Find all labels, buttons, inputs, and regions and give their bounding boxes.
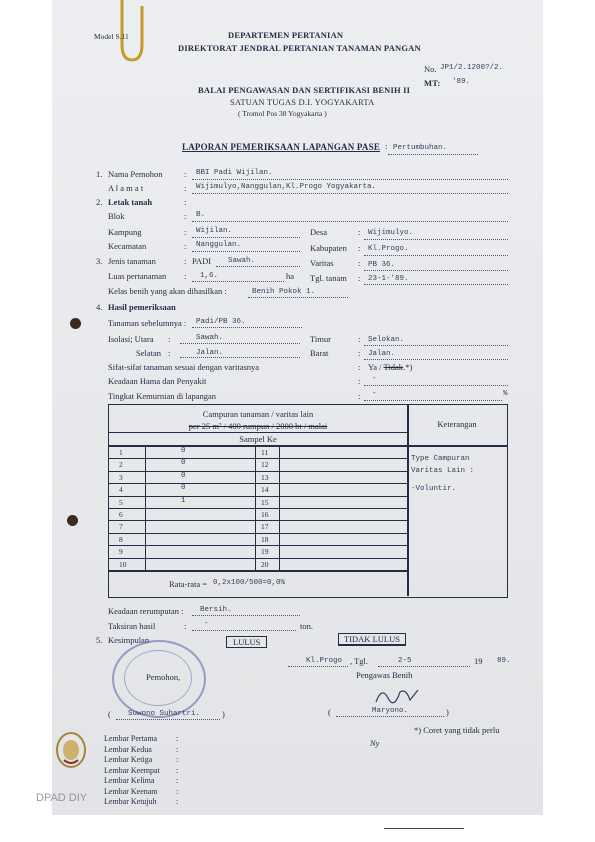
colon: :	[358, 334, 361, 344]
colon: :	[176, 744, 179, 754]
selatan-label: Selatan	[136, 348, 162, 358]
kampung-value: Wijilan.	[196, 227, 233, 235]
signature-icon	[372, 684, 422, 708]
lulus-box: LULUS	[226, 636, 267, 648]
pemohon-label: Pemohon,	[146, 672, 181, 682]
item-number: 1.	[96, 169, 103, 179]
item-number: 4.	[96, 302, 103, 312]
taksiran-label: Taksiran hasil	[108, 621, 156, 631]
dotted-line	[192, 281, 284, 282]
hasil-pemeriksaan-label: Hasil pemeriksaan	[108, 302, 176, 312]
sample-number: 8	[119, 534, 123, 544]
colon: :	[168, 334, 171, 344]
model-label: Model S.11	[94, 32, 129, 41]
dotted-line	[192, 179, 508, 180]
sample-number: 7	[119, 522, 123, 532]
lembar-item: Lembar Pertama	[104, 734, 158, 743]
keterangan-line: Varitas Lain :	[411, 467, 475, 475]
nama-pemohon-value: BBI Padi Wijilan.	[196, 169, 273, 177]
timur-label: Timur	[310, 334, 331, 344]
blok-value: B.	[196, 211, 206, 219]
alamat-value: Wijimulyo,Nanggulan,Kl.Progo Yogyakarta.	[196, 183, 377, 191]
tanaman-sebelumnya-value: Padi/PB 36.	[196, 318, 246, 326]
directorate-title: DIREKTORAT JENDRAL PERTANIAN TANAMAN PANGAN	[178, 43, 421, 53]
dotted-line	[180, 357, 300, 358]
rata-rata-label: Rata-rata =	[169, 579, 208, 589]
lembar-item: Lembar Keempat	[104, 765, 160, 775]
satuan-title: SATUAN TUGAS D.I. YOGYAKARTA	[230, 97, 375, 107]
luas-label: Luas pertanaman	[108, 271, 167, 281]
utara-value: Sawah.	[196, 334, 224, 342]
kemurnian-label: Tingkat Kemurnian di lapangan	[108, 391, 217, 401]
dotted-line	[192, 615, 300, 616]
colon: :	[184, 241, 187, 251]
tgl-value: 2-5	[398, 657, 412, 665]
pengawas-label: Pengawas Benih	[356, 670, 413, 680]
sample-number: 9	[119, 547, 123, 557]
tgl-tanam-label: Tgl. tanam	[310, 273, 347, 283]
colon: :	[176, 776, 179, 785]
timur-value: Selokan.	[368, 336, 405, 344]
dotted-line	[248, 297, 348, 298]
colon: :	[358, 391, 361, 401]
tanaman-sebelumnya-label: Tanaman sebelumnya :	[108, 318, 187, 328]
colon: :	[358, 273, 361, 283]
sample-value: 1	[181, 496, 186, 505]
kecamatan-value: Nanggulan.	[196, 241, 242, 249]
colon: :	[176, 786, 179, 796]
nama-pemohon-label: Nama Pemohon	[108, 169, 163, 179]
dotted-line	[192, 251, 300, 252]
sample-number: 16	[261, 510, 269, 519]
balai-title: BALAI PENGAWASAN DAN SERTIFIKASI BENIH II	[198, 85, 411, 95]
table-row-line	[109, 483, 407, 484]
table-subtitle	[109, 421, 407, 431]
sample-number: 17	[261, 522, 269, 532]
dotted-line	[116, 719, 220, 720]
dotted-line	[364, 385, 508, 386]
pengawas-paren: )	[446, 707, 449, 717]
sample-value: 0	[181, 459, 186, 468]
kesimpulan-label: Kesimpulan	[108, 635, 150, 645]
sample-number: 14	[261, 485, 269, 495]
dotted-line	[364, 255, 508, 256]
ref-no-label: No.	[424, 64, 437, 74]
table-title: Campuran tanaman / varitas lain	[202, 409, 314, 419]
dotted-line	[192, 630, 296, 631]
sample-value: 0	[181, 484, 186, 493]
jenis-tanaman-label: Jenis tanaman	[108, 256, 156, 266]
blok-label: Blok	[108, 211, 125, 221]
dotted-line	[364, 400, 502, 401]
footer-rule	[384, 828, 464, 829]
keterangan-line: -Voluntir.	[411, 485, 457, 493]
barat-label: Barat	[310, 348, 329, 358]
punch-hole-icon	[67, 515, 78, 526]
table-row-line	[109, 545, 407, 546]
sample-number: 3	[119, 472, 123, 482]
hama-value: -	[372, 375, 377, 383]
sample-number: 5	[119, 497, 123, 507]
mt-value: '89.	[452, 78, 471, 86]
item-number: 5.	[96, 635, 103, 645]
sample-table	[108, 404, 508, 598]
selatan-value: Jalan.	[196, 349, 224, 357]
colon: :	[176, 755, 179, 764]
sample-number: 19	[261, 547, 269, 557]
colon: :	[184, 183, 187, 193]
report-phase: : Pertumbuhan.	[384, 144, 448, 152]
colon: :	[168, 348, 171, 358]
hama-label: Keadaan Hama dan Penyakit	[108, 376, 207, 386]
sifat-value	[368, 362, 412, 372]
colon: :	[184, 211, 187, 221]
lembar-item: Lembar Ketiga	[104, 755, 153, 764]
sample-number: 11	[261, 448, 269, 457]
desa-value: Wijimulyo.	[368, 229, 414, 237]
sifat-ya: Ya /	[368, 362, 384, 372]
sampel-ke-label: Sampel Ke	[239, 434, 277, 444]
sample-number: 10	[119, 559, 127, 569]
colon: :	[176, 765, 179, 775]
lembar-item: Lembar Ketujuh	[104, 797, 157, 806]
dotted-line	[364, 284, 508, 285]
dotted-line	[388, 154, 478, 155]
taksiran-unit: ton.	[300, 621, 313, 631]
year-value: 89.	[497, 657, 511, 665]
sample-value: 0	[181, 447, 186, 455]
dotted-line	[364, 239, 508, 240]
jenis-tanaman-value: PADI	[192, 256, 212, 266]
sample-number: 20	[261, 559, 269, 569]
colon: :	[358, 258, 361, 268]
footnote: *) Coret yang tidak perlu	[414, 725, 500, 735]
place-value: Kl.Progo	[306, 657, 343, 665]
colon: :	[358, 362, 361, 372]
sifat-label: Sifat-sifat tanaman sesuai dengan varitasnya	[108, 362, 260, 372]
kabupaten-label: Kabupaten	[310, 243, 347, 253]
pengawas-name: Maryono.	[372, 707, 409, 715]
initials: Ny	[370, 738, 380, 748]
tgl-tanam-value: 23-1-'89.	[368, 275, 409, 283]
table-row-line	[109, 520, 407, 521]
table-row-line	[109, 558, 407, 559]
sample-number: 6	[119, 510, 123, 519]
alamat-label: A l a m a t	[108, 183, 144, 193]
table-subtitle-text: per 25 m² / 400 rumpun / 2000 bt / malai	[188, 421, 328, 431]
colon: :	[184, 169, 187, 179]
keterangan-header: Keterangan	[437, 419, 477, 429]
year-prefix: 19	[474, 656, 483, 666]
pemohon-paren: (	[108, 709, 111, 719]
lembar-item: Lembar Kelima	[104, 776, 155, 785]
rerumputan-value: Bersih.	[200, 606, 232, 614]
sample-number: 4	[119, 485, 123, 495]
pemohon-name: Suwono Suhartri.	[128, 710, 201, 718]
dotted-line	[336, 716, 444, 717]
colon: :	[176, 734, 179, 743]
colon: :	[176, 797, 179, 806]
barat-value: Jalan.	[368, 350, 396, 358]
dotted-line	[192, 221, 508, 222]
sample-number: 12	[261, 460, 269, 470]
dotted-line	[378, 666, 470, 667]
punch-hole-icon	[70, 318, 81, 329]
sifat-tidak-struck: Tidak	[383, 362, 404, 372]
letak-tanah-label: Letak tanah	[108, 197, 153, 207]
kelas-benih-label: Kelas benih yang akan dihasilkan :	[108, 286, 227, 296]
sample-value: 0	[181, 471, 186, 480]
watermark: DPAD DIY	[36, 792, 88, 804]
luas-unit: ha	[286, 271, 295, 281]
colon: :	[184, 621, 187, 631]
colon: :	[358, 227, 361, 237]
luas-value: 1,6.	[200, 272, 219, 280]
dotted-line	[180, 343, 300, 344]
lembar-item: Lembar Keenam	[104, 786, 158, 796]
jenis-tanaman-type: Sawah.	[228, 257, 256, 265]
sample-number: 15	[261, 497, 269, 507]
colon: :	[184, 197, 187, 207]
dotted-line	[192, 193, 508, 194]
tidak-lulus-box: TIDAK LULUS	[338, 633, 406, 646]
sample-number: 13	[261, 472, 269, 482]
table-row-line	[109, 508, 407, 509]
table-row-line	[109, 496, 407, 497]
report-title: LAPORAN PEMERIKSAAN LAPANGAN PASE	[182, 142, 381, 152]
kampung-label: Kampung	[108, 227, 142, 237]
isolasi-utara-label: Isolasi; Utara	[108, 334, 154, 344]
dotted-line	[192, 327, 302, 328]
kemurnian-pct: %	[503, 390, 508, 398]
sifat-suffix: .*)	[403, 362, 413, 372]
sample-number: 2	[119, 460, 123, 470]
dept-title: DEPARTEMEN PERTANIAN	[228, 30, 344, 40]
rata-rata-value: 0,2x100/500=0,0%	[213, 579, 286, 587]
dotted-line	[192, 237, 300, 238]
mt-label: MT:	[424, 78, 441, 88]
keterangan-line: Type Campuran	[411, 455, 470, 463]
colon: :	[358, 348, 361, 358]
dotted-line	[216, 266, 300, 267]
kabupaten-value: Kl.Progo.	[368, 245, 409, 253]
sample-number: 18	[261, 534, 269, 544]
dotted-line	[364, 270, 508, 271]
taksiran-value: -	[204, 620, 209, 628]
varitas-label: Varitas	[310, 258, 334, 268]
table-row-line	[109, 533, 407, 534]
desa-label: Desa	[310, 227, 327, 237]
kemurnian-value: -	[372, 390, 377, 398]
rerumputan-label: Keadaan rerumputan :	[108, 606, 184, 616]
kelas-benih-value: Benih Pokok 1.	[252, 288, 316, 296]
dotted-line	[364, 345, 508, 346]
table-row-line	[109, 471, 407, 472]
colon: :	[358, 243, 361, 253]
item-number: 3.	[96, 256, 103, 266]
colon: :	[184, 227, 187, 237]
sample-number: 1	[119, 448, 123, 457]
colon: :	[184, 256, 187, 266]
lembar-item: Lembar Kedua	[104, 744, 152, 754]
pemohon-paren: )	[222, 709, 225, 719]
table-row-line	[109, 458, 407, 459]
ref-no-value: JP1/2.1200?/2.	[440, 64, 504, 72]
pengawas-paren: (	[328, 707, 331, 717]
varitas-value: PB 36.	[368, 261, 396, 269]
dotted-line	[288, 666, 348, 667]
government-seal-icon	[54, 730, 88, 770]
tromol-label: ( Tromol Pos 38 Yogyakarta )	[238, 109, 327, 118]
item-number: 2.	[96, 197, 103, 207]
tgl-label: , Tgl.	[350, 656, 369, 666]
dotted-line	[364, 359, 508, 360]
colon: :	[358, 376, 361, 386]
kecamatan-label: Kecamatan	[108, 241, 147, 251]
colon: :	[184, 271, 187, 281]
